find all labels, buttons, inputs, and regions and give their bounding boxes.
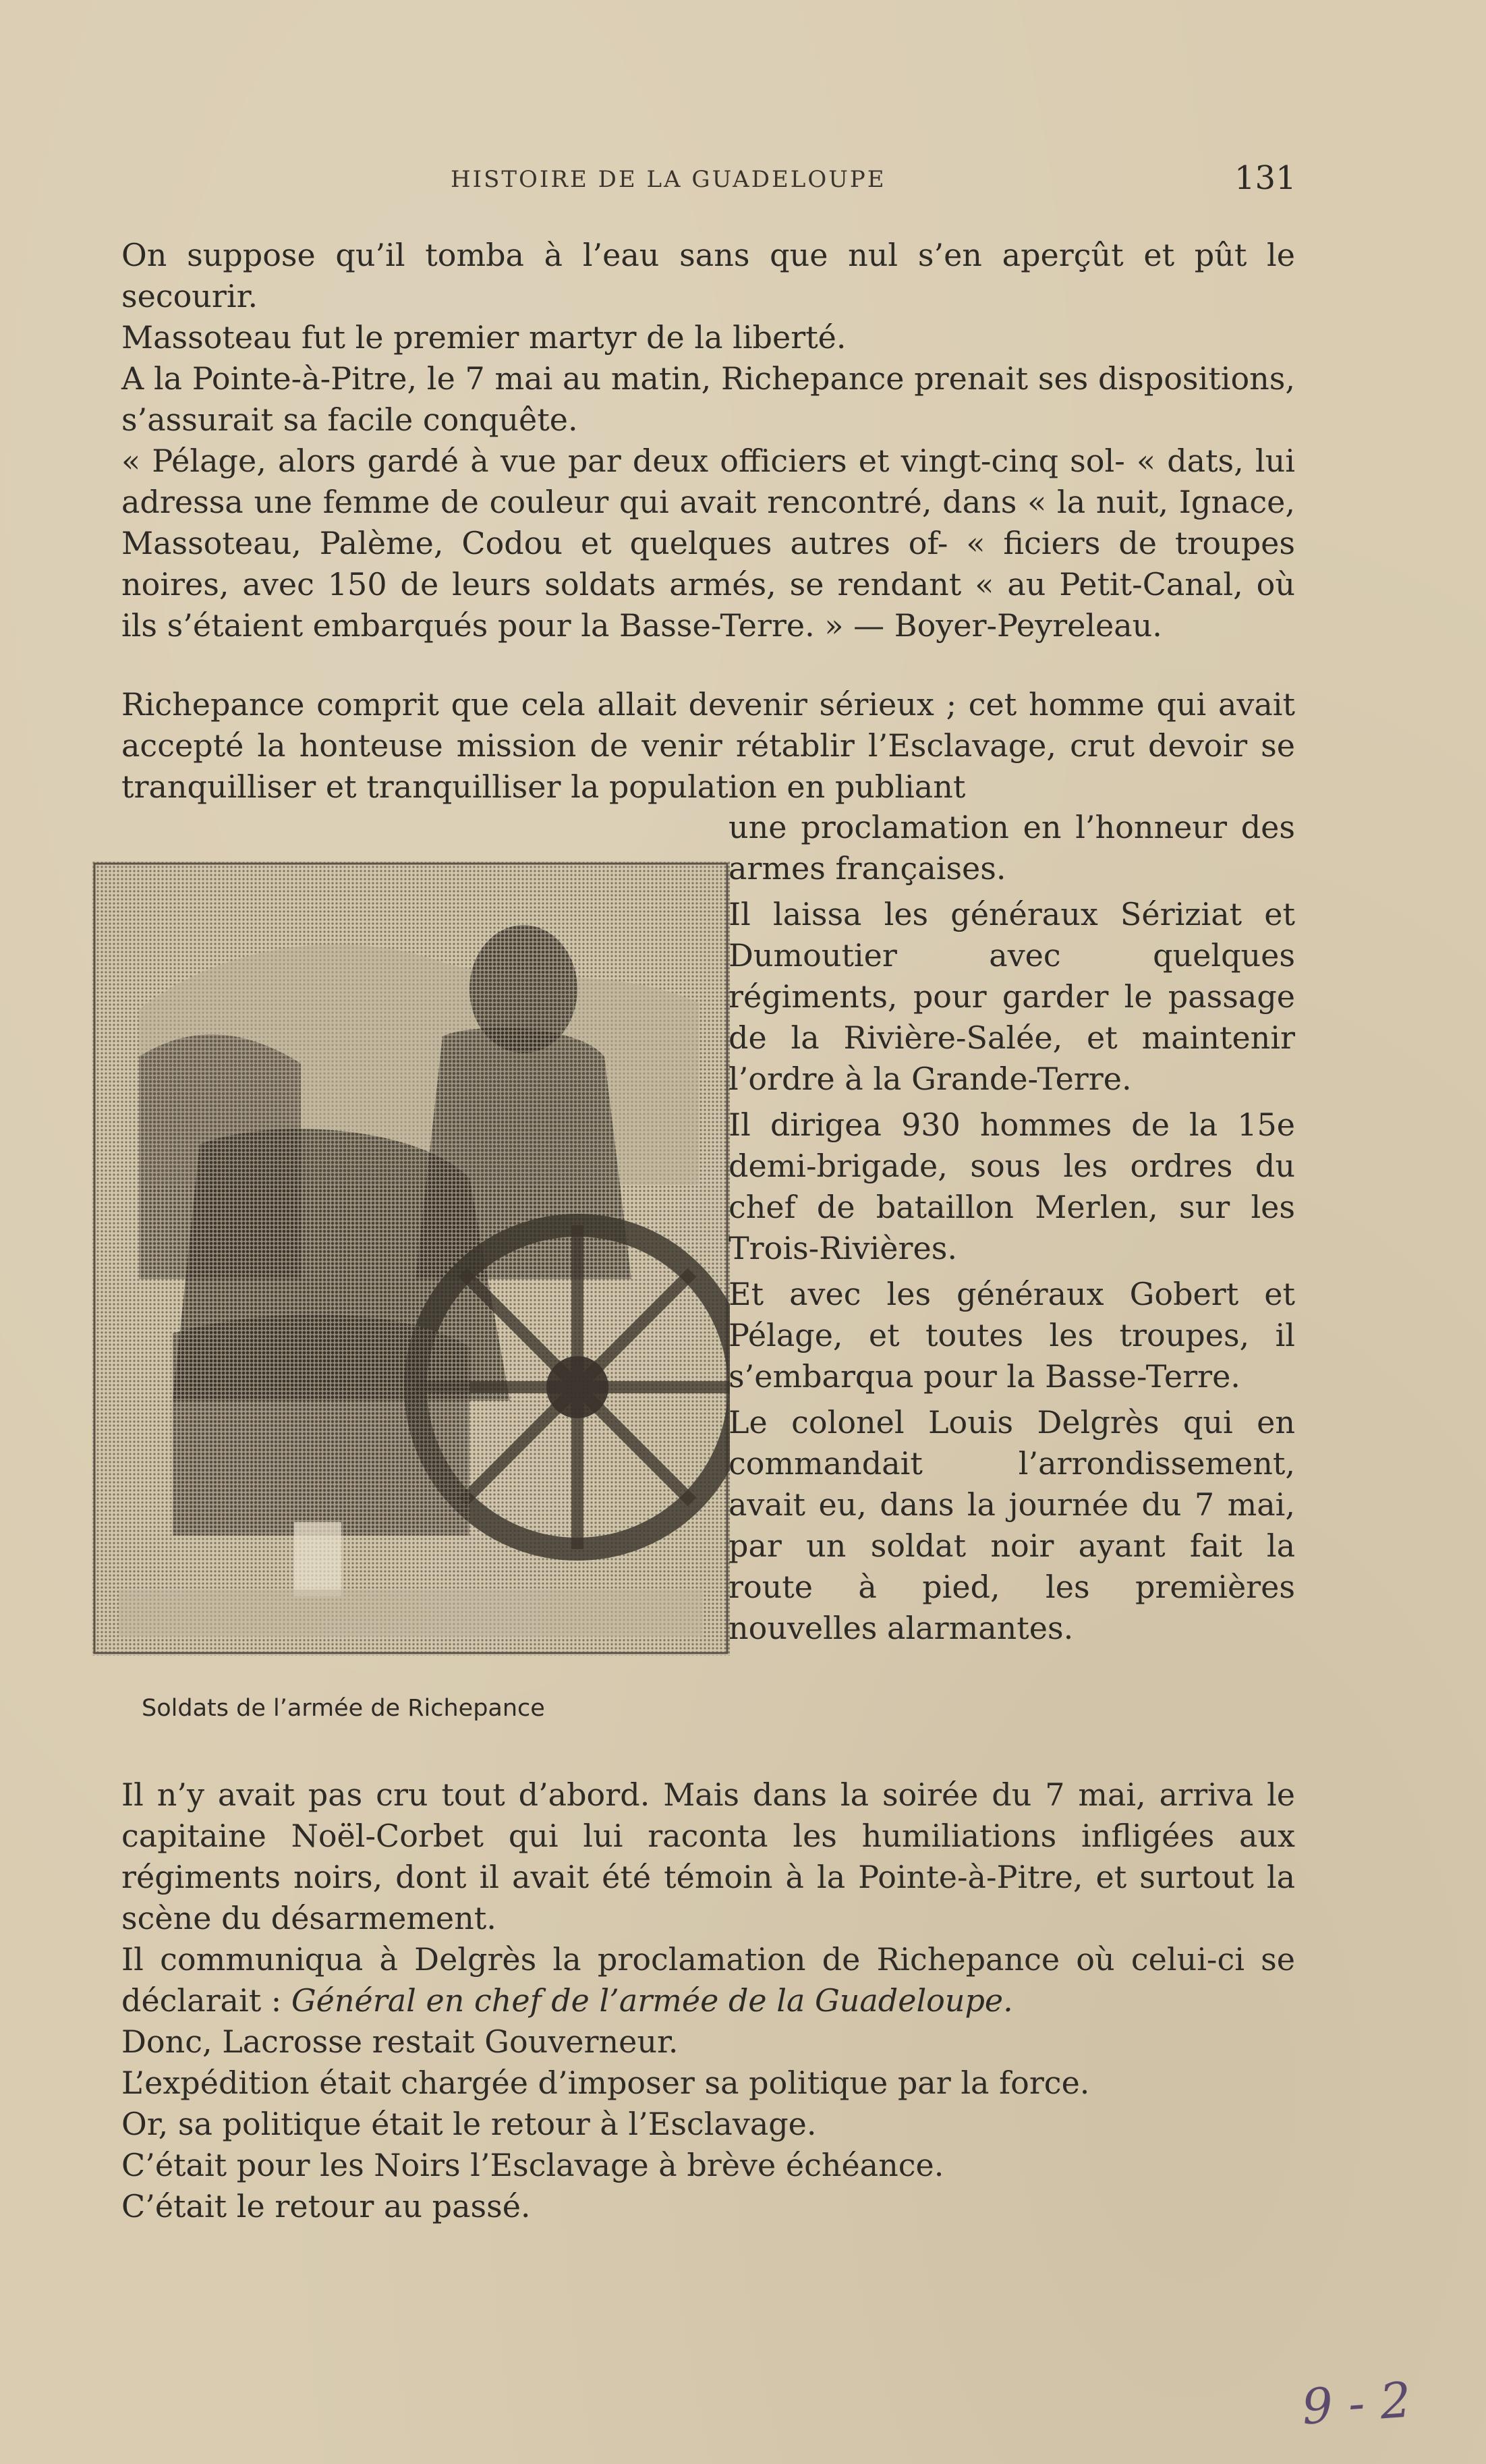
paragraph: C’était pour les Noirs l’Esclavage à brève échéance. [121,2147,944,2183]
opening-paragraphs [121,235,1295,646]
richepance-paragraph [121,684,1295,808]
paragraph: Il laissa les généraux Sériziat et Dumoutier avec quelques régiments, pour garder le passage de la Rivière-Salée, et maintenir l’ordre à la Grande-Terre. [728,896,1295,1097]
paragraph: C’était le retour au passé. [121,2188,531,2224]
quotation-paragraph: « Pélage, alors gardé à vue par deux officiers et vingt-cinq sol- « dats, lui adressa une femme de couleur qui avait rencontré, dans « la nuit, Ignace, Massoteau, Palème, Codou et quelques autres of- « ficiers de troupes noires, avec 150 de leurs soldats armés, se rendant « au Petit-Canal, où ils s’étaient embarqués pour la Basse-Terre. » — Boyer-Peyreleau. [121,443,1295,644]
illustration-soldiers [92,861,730,1656]
running-title: HISTOIRE DE LA GUADELOUPE [451,166,886,193]
figure-caption: Soldats de l’armée de Richepance [142,1695,545,1722]
paragraph: une proclamation en l’honneur des armes françaises. [728,809,1295,887]
side-column [728,807,1295,1654]
paragraph-text: Il communiqua à Delgrès la proclamation de Richepance où celui-ci se déclarait : [121,1941,1295,2019]
paragraph [121,1939,1295,2021]
paragraph: A la Pointe-à-Pitre, le 7 mai au matin, Richepance prenait ses dispositions, s’assurait sa facile conquête. [121,360,1295,438]
paragraph: Or, sa politique était le retour à l’Esclavage. [121,2106,817,2142]
paragraph: Richepance comprit que cela allait devenir sérieux ; cet homme qui avait accepté la honteuse mission de venir rétablir l’Esclavage, crut devoir se tranquilliser et tranquilliser la population en publiant [121,686,1295,805]
paragraph: Et avec les généraux Gobert et Pélage, et toutes les troupes, il s’embarqua pour la Basse-Terre. [728,1276,1295,1395]
closing-paragraphs [121,1774,1295,2227]
paragraph: Le colonel Louis Delgrès qui en commandait l’arrondissement, avait eu, dans la journée du 7 mai, par un soldat noir ayant fait la route à pied, les premières nouvelles alarmantes. [728,1404,1295,1646]
italic-title: Général en chef de l’armée de la Guadeloupe. [291,1982,1013,2019]
page-number: 131 [1234,159,1296,197]
paragraph: L’expédition était chargée d’imposer sa politique par la force. [121,2065,1090,2101]
handwritten-annotation: 9 - 2 [1300,2371,1413,2436]
paragraph: Il dirigea 930 hommes de la 15e demi-brigade, sous les ordres du chef de bataillon Merlen, sur les Trois-Rivières. [728,1107,1295,1266]
paragraph: Donc, Lacrosse restait Gouverneur. [121,2023,679,2060]
paragraph: Massoteau fut le premier martyr de la liberté. [121,319,847,356]
paragraph: Il n’y avait pas cru tout d’abord. Mais dans la soirée du 7 mai, arriva le capitaine Noël-Corbet qui lui raconta les humiliations infligées aux régiments noirs, dont il avait été témoin à la Pointe-à-Pitre, et surtout la scène du désarmement. [121,1776,1295,1936]
paragraph: On suppose qu’il tomba à l’eau sans que nul s’en aperçût et pût le secourir. [121,237,1295,314]
